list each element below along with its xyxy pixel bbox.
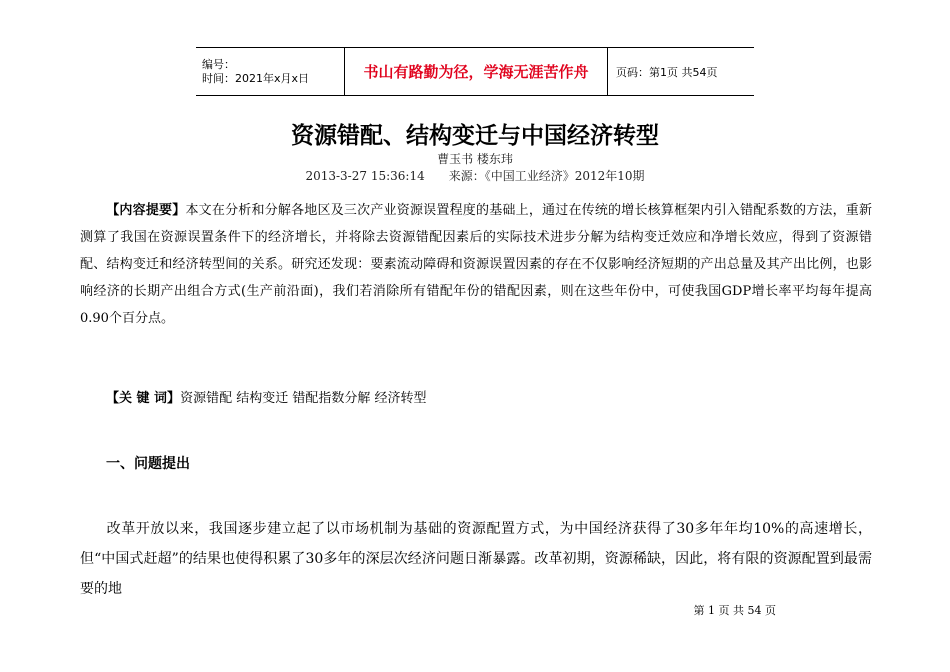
number-label: 编号： <box>202 57 235 71</box>
header-info-cell <box>196 48 345 96</box>
keywords-tag: 【关 键 词】 <box>106 391 181 406</box>
article-source: 来源：《中国工业经济》2012年10期 <box>448 169 645 183</box>
article-title: 资源错配、结构变迁与中国经济转型 <box>291 123 659 149</box>
article-meta <box>0 167 950 184</box>
section-heading: 一、问题提出 <box>106 456 190 472</box>
article-datetime: 2013-3-27 15:36:14 <box>305 169 425 183</box>
document-header <box>196 47 754 96</box>
time-label: 时间：2021年x月x日 <box>202 71 310 85</box>
header-page-cell <box>608 48 755 96</box>
keywords-line <box>106 387 426 406</box>
article-authors: 曹玉书 楼东玮 <box>437 152 513 166</box>
body-text: 改革开放以来，我国逐步建立起了以市场机制为基础的资源配置方式，为中国经济获得了30多年年均10%的高速增长，但“中国式赶超”的结果也使得积累了30多年的深层次经济问题日渐暴露。改革初期，资源稀缺，因此，将有限的资源配置到最需要的地 <box>80 521 872 597</box>
body-paragraph <box>80 514 872 604</box>
abstract-paragraph <box>80 197 872 332</box>
page-footer: 第 1 页 共 54 页 <box>693 604 776 617</box>
page-label: 页码：第1页 共54页 <box>616 65 718 79</box>
abstract-text: 本文在分析和分解各地区及三次产业资源误置程度的基础上，通过在传统的增长核算框架内引入错配系数的方法，重新测算了我国在资源误置条件下的经济增长，并将除去资源错配因素后的实际技术进步分解为结构变迁效应和净增长效应，得到了资源错配、结构变迁和经济转型间的关系。研究还发现：要素流动障碍和资源误置因素的存在不仅影响经济短期的产出总量及其产出比例，也影响经济的长期产出组合方式(生产前沿面)，我们若消除所有错配年份的错配因素，则在这些年份中，可使我国GDP增长率平均每年提高0.90个百分点。 <box>80 203 872 326</box>
keywords-text: 资源错配 结构变迁 错配指数分解 经济转型 <box>180 391 427 406</box>
header-motto-cell <box>345 48 608 96</box>
abstract-tag: 【内容提要】 <box>106 203 186 218</box>
motto-text: 书山有路勤为径，学海无涯苦作舟 <box>363 63 589 81</box>
